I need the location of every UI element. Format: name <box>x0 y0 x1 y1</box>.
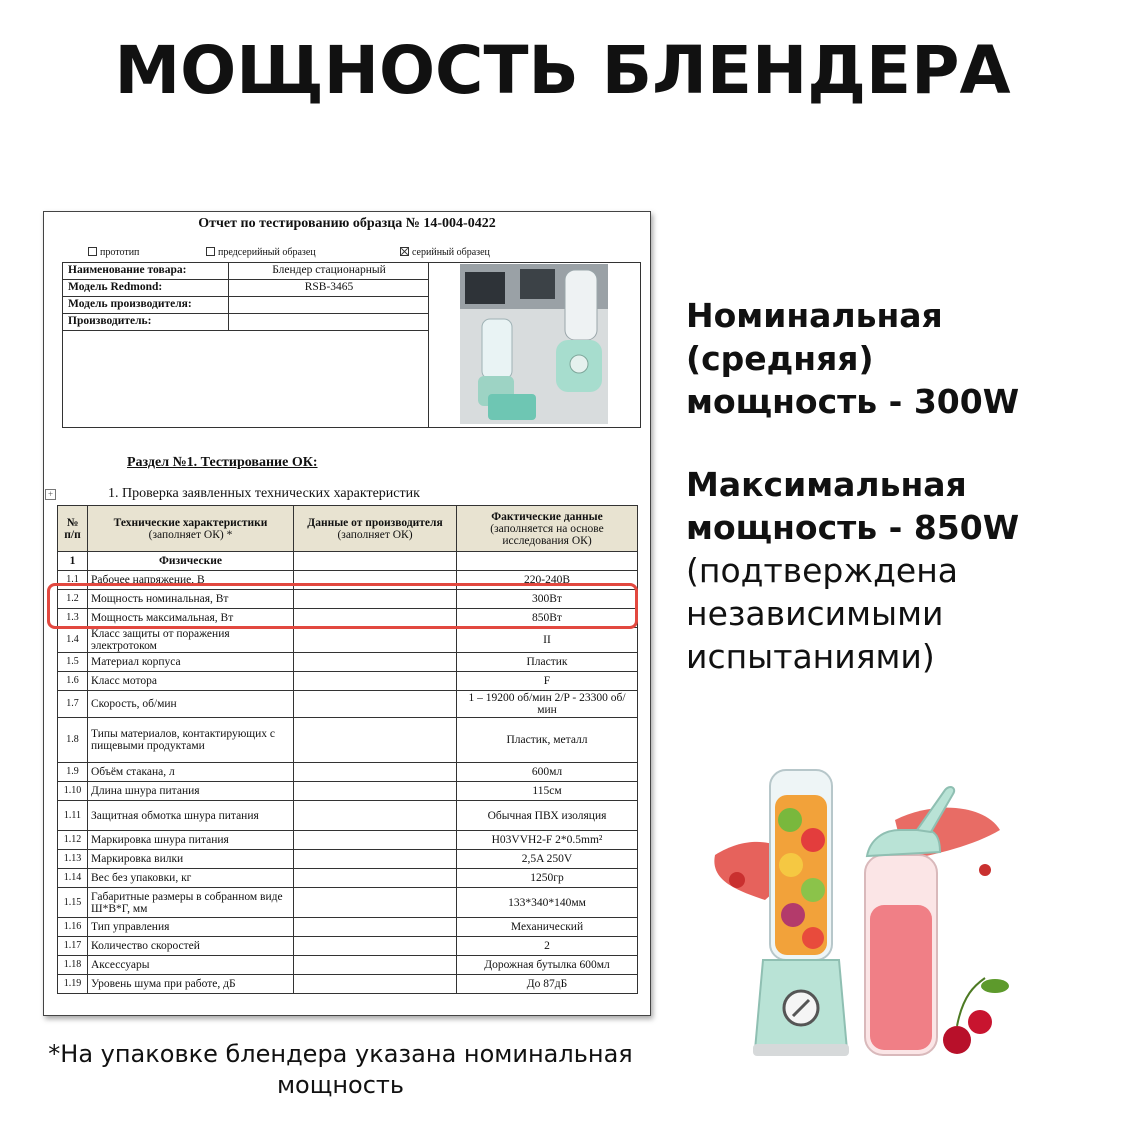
info-key: Производитель: <box>68 315 152 327</box>
checkbox-icon <box>206 247 215 256</box>
nominal-power-claim <box>686 294 1116 423</box>
row-number: 1.13 <box>58 850 88 869</box>
manufacturer-value <box>294 975 457 994</box>
table-row <box>58 763 638 782</box>
manufacturer-value <box>294 763 457 782</box>
info-row-mfr-model <box>63 297 428 314</box>
spec-name: Рабочее напряжение, В <box>88 571 294 590</box>
table-row <box>58 552 638 571</box>
table-row <box>58 918 638 937</box>
manufacturer-value <box>294 691 457 718</box>
max-power-claim <box>686 463 1116 678</box>
row-number: 1.15 <box>58 888 88 918</box>
spec-name: Маркировка шнура питания <box>88 831 294 850</box>
table-row <box>58 975 638 994</box>
table-row <box>58 801 638 831</box>
row-number: 1.2 <box>58 590 88 609</box>
row-number: 1.11 <box>58 801 88 831</box>
row-number: 1.19 <box>58 975 88 994</box>
actual-value <box>457 552 638 571</box>
info-key: Наименование товара: <box>68 264 187 276</box>
actual-value: Обычная ПВХ изоляция <box>457 801 638 831</box>
spec-name: Физические <box>88 552 294 571</box>
actual-value: 850Вт <box>457 609 638 628</box>
manufacturer-value <box>294 869 457 888</box>
row-number: 1.6 <box>58 672 88 691</box>
actual-value: 115см <box>457 782 638 801</box>
actual-value: Пластик, металл <box>457 718 638 763</box>
table-move-handle-icon: + <box>45 489 56 500</box>
section-heading: Раздел №1. Тестирование ОК: <box>127 455 318 470</box>
manufacturer-value <box>294 672 457 691</box>
actual-value: Дорожная бутылка 600мл <box>457 956 638 975</box>
table-row <box>58 888 638 918</box>
table-row <box>58 831 638 850</box>
manufacturer-value <box>294 831 457 850</box>
specs-table <box>57 505 638 994</box>
table-row <box>58 937 638 956</box>
spec-name: Уровень шума при работе, дБ <box>88 975 294 994</box>
header-fact: Фактические данные (заполняется на основе исследования ОК) <box>457 506 638 552</box>
row-number: 1.16 <box>58 918 88 937</box>
info-value: RSB-3465 <box>304 281 354 293</box>
spec-name: Объём стакана, л <box>88 763 294 782</box>
row-number: 1.12 <box>58 831 88 850</box>
actual-value: 220-240В <box>457 571 638 590</box>
nominal-line2: мощность - 300W <box>686 382 1020 421</box>
manufacturer-value <box>294 956 457 975</box>
subsection-heading: 1. Проверка заявленных технических характеристик <box>108 486 420 501</box>
nominal-line1: Номинальная (средняя) <box>686 296 943 378</box>
info-row-model <box>63 280 428 297</box>
blender-product-image <box>695 760 1015 1080</box>
max-note: (подтверждена независимыми испытаниями) <box>686 551 959 676</box>
footnote: *На упаковке блендера указана номинальная мощность <box>48 1040 633 1099</box>
actual-value: Механический <box>457 918 638 937</box>
row-number: 1.8 <box>58 718 88 763</box>
actual-value: 300Вт <box>457 590 638 609</box>
manufacturer-value <box>294 628 457 653</box>
manufacturer-value <box>294 718 457 763</box>
manufacturer-value <box>294 918 457 937</box>
row-number: 1.5 <box>58 653 88 672</box>
info-key: Модель Redmond: <box>68 281 163 293</box>
spec-name: Класс мотора <box>88 672 294 691</box>
spec-name: Мощность максимальная, Вт <box>88 609 294 628</box>
table-row <box>58 850 638 869</box>
product-info-box <box>62 262 641 428</box>
row-number: 1 <box>58 552 88 571</box>
spec-name: Тип управления <box>88 918 294 937</box>
row-number: 1.3 <box>58 609 88 628</box>
checkbox-preseries: предсерийный образец <box>206 247 316 258</box>
header-spec: Технические характеристики (заполняет ОК) * <box>88 506 294 552</box>
table-row <box>58 782 638 801</box>
row-number: 1.10 <box>58 782 88 801</box>
row-number: 1.14 <box>58 869 88 888</box>
actual-value: 1250гр <box>457 869 638 888</box>
row-number: 1.7 <box>58 691 88 718</box>
spec-name: Мощность номинальная, Вт <box>88 590 294 609</box>
row-number: 1.1 <box>58 571 88 590</box>
header-mfr: Данные от производителя (заполняет ОК) <box>294 506 457 552</box>
header-num: № п/п <box>58 506 88 552</box>
spec-name: Длина шнура питания <box>88 782 294 801</box>
actual-value: 600мл <box>457 763 638 782</box>
checkbox-serial: серийный образец <box>400 247 490 258</box>
manufacturer-value <box>294 782 457 801</box>
table-row <box>58 718 638 763</box>
info-row-manufacturer <box>63 314 428 331</box>
manufacturer-value <box>294 653 457 672</box>
checked-checkbox-icon <box>400 247 409 256</box>
report-title: Отчет по тестированию образца № 14-004-0422 <box>198 216 496 231</box>
info-row-product <box>63 263 428 280</box>
actual-value: Пластик <box>457 653 638 672</box>
spec-name: Вес без упаковки, кг <box>88 869 294 888</box>
spec-name: Скорость, об/мин <box>88 691 294 718</box>
spec-name: Защитная обмотка шнура питания <box>88 801 294 831</box>
spec-name: Типы материалов, контактирующих с пищевыми продуктами <box>88 718 294 763</box>
actual-value: F <box>457 672 638 691</box>
info-key: Модель производителя: <box>68 298 192 310</box>
actual-value: До 87дБ <box>457 975 638 994</box>
spec-name: Маркировка вилки <box>88 850 294 869</box>
page-title: МОЩНОСТЬ БЛЕНДЕРА <box>114 32 1011 109</box>
max-line1: Максимальная <box>686 465 967 504</box>
table-row <box>58 628 638 653</box>
table-row <box>58 691 638 718</box>
spec-name: Габаритные размеры в собранном виде Ш*В*Г, мм <box>88 888 294 918</box>
table-header-row <box>58 506 638 552</box>
manufacturer-value <box>294 888 457 918</box>
row-number: 1.18 <box>58 956 88 975</box>
manufacturer-value <box>294 552 457 571</box>
table-row <box>58 672 638 691</box>
table-row <box>58 869 638 888</box>
spec-name: Материал корпуса <box>88 653 294 672</box>
power-rows-highlight <box>47 583 638 629</box>
max-line2: мощность - 850W <box>686 508 1020 547</box>
row-number: 1.17 <box>58 937 88 956</box>
table-row <box>58 653 638 672</box>
actual-value: 2,5A 250V <box>457 850 638 869</box>
actual-value: II <box>457 628 638 653</box>
spec-name: Количество скоростей <box>88 937 294 956</box>
sample-photo <box>460 264 608 424</box>
manufacturer-value <box>294 850 457 869</box>
row-number: 1.9 <box>58 763 88 782</box>
actual-value: H03VVH2-F 2*0.5mm² <box>457 831 638 850</box>
manufacturer-value <box>294 801 457 831</box>
info-value: Блендер стационарный <box>272 264 386 276</box>
actual-value: 1 – 19200 об/мин 2/P - 23300 об/мин <box>457 691 638 718</box>
spec-name: Класс защиты от поражения электротоком <box>88 628 294 653</box>
row-number: 1.4 <box>58 628 88 653</box>
spec-name: Аксессуары <box>88 956 294 975</box>
checkbox-prototype: прототип <box>88 247 139 258</box>
table-row <box>58 956 638 975</box>
manufacturer-value <box>294 937 457 956</box>
actual-value: 133*340*140мм <box>457 888 638 918</box>
actual-value: 2 <box>457 937 638 956</box>
checkbox-icon <box>88 247 97 256</box>
